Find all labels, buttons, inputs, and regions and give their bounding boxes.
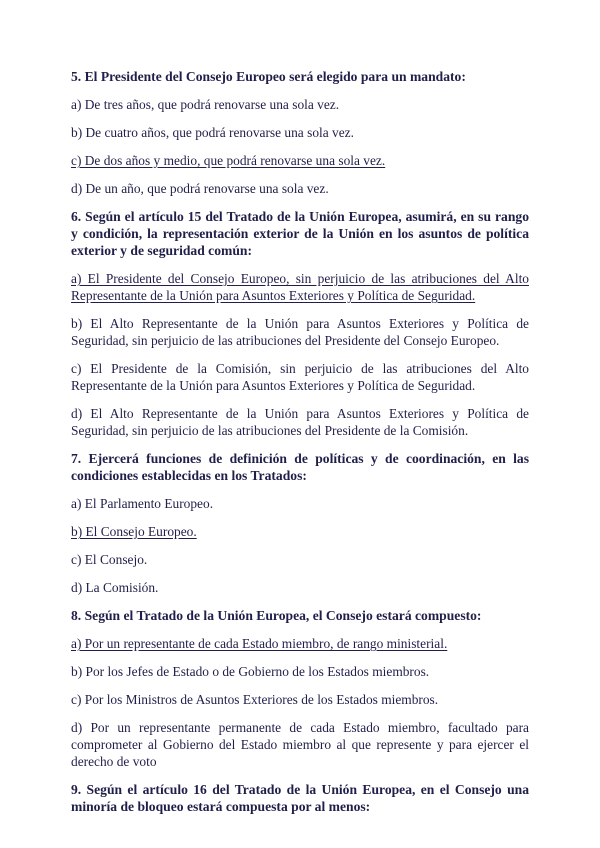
question-5: 5. El Presidente del Consejo Europeo será elegido para un mandato:	[71, 69, 466, 84]
question-8: 8. Según el Tratado de la Unión Europea, el Consejo estará compuesto:	[71, 608, 482, 623]
question-8-option-a: a) Por un representante de cada Estado miembro, de rango ministerial.	[71, 636, 448, 651]
question-8-option-c: c) Por los Ministros de Asuntos Exteriores de los Estados miembros.	[71, 692, 439, 707]
question-5-option-d: d) De un año, que podrá renovarse una sola vez.	[71, 181, 329, 196]
question-7: 7. Ejercerá funciones de definición de políticas y de coordinación, en las condiciones establecidas en los Tratados:	[71, 451, 529, 483]
question-7-option-d: d) La Comisión.	[71, 580, 159, 595]
question-7-option-a: a) El Parlamento Europeo.	[71, 496, 214, 511]
question-7-option-c: c) El Consejo.	[71, 552, 148, 567]
question-9: 9. Según el artículo 16 del Tratado de la Unión Europea, en el Consejo una minoría de bloqueo estará compuesta por al menos:	[71, 782, 529, 814]
question-5-option-b: b) De cuatro años, que podrá renovarse una sola vez.	[71, 125, 354, 140]
question-5-option-a: a) De tres años, que podrá renovarse una sola vez.	[71, 97, 340, 112]
question-6: 6. Según el artículo 15 del Tratado de la Unión Europea, asumirá, en su rango y condición, la representación exterior de la Unión en los asuntos de política exterior y de seguridad común:	[71, 209, 529, 258]
question-6-option-d: d) El Alto Representante de la Unión para Asuntos Exteriores y Política de Seguridad, sin perjuicio de las atribuciones del Presidente de la Comisión.	[71, 406, 529, 438]
question-6-option-b: b) El Alto Representante de la Unión para Asuntos Exteriores y Política de Seguridad, sin perjuicio de las atribuciones del Presidente del Consejo Europeo.	[71, 316, 529, 348]
question-7-option-b: b) El Consejo Europeo.	[71, 524, 197, 539]
question-8-option-b: b) Por los Jefes de Estado o de Gobierno de los Estados miembros.	[71, 664, 430, 679]
question-6-option-a: a) El Presidente del Consejo Europeo, sin perjuicio de las atribuciones del Alto Representante de la Unión para Asuntos Exteriores y Política de Seguridad.	[71, 271, 529, 303]
question-5-option-c: c) De dos años y medio, que podrá renovarse una sola vez.	[71, 153, 386, 168]
question-6-option-c: c) El Presidente de la Comisión, sin perjuicio de las atribuciones del Alto Representante de la Unión para Asuntos Exteriores y Política de Seguridad.	[71, 361, 529, 393]
question-8-option-d: d) Por un representante permanente de cada Estado miembro, facultado para comprometer al Gobierno del Estado miembro al que represente y para ejercer el derecho de voto	[71, 720, 529, 769]
